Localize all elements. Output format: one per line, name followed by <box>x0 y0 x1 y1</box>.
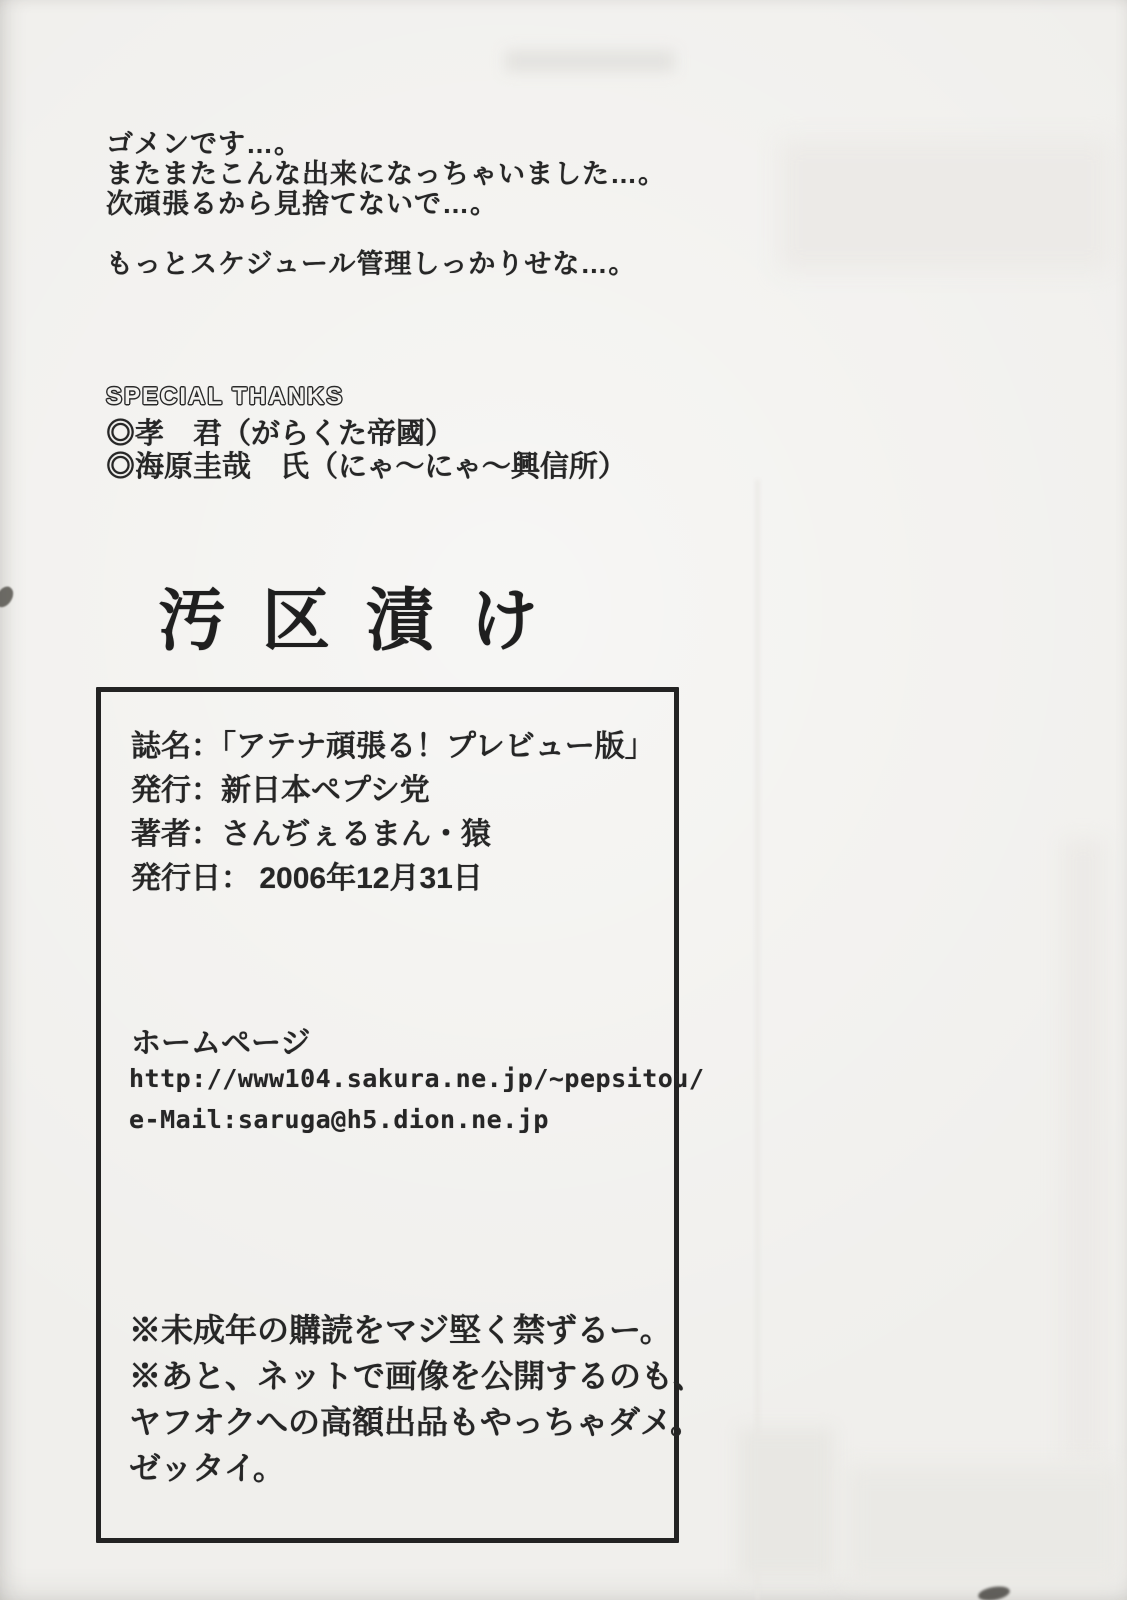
warning-line: ヤフオクへの高額出品もやっちゃダメ。 <box>129 1404 703 1440</box>
email-address: e-Mail:saruga@h5.dion.ne.jp <box>129 1105 549 1134</box>
warning-line: ※あと、ネットで画像を公開するのも、 <box>129 1358 706 1394</box>
scan-artifact <box>0 584 17 611</box>
afterword-line: もっとスケジュール管理しっかりせな…。 <box>106 249 637 279</box>
afterword-line: 次頑張るから見捨てないで…。 <box>106 189 498 219</box>
page-showthrough <box>846 1466 1122 1582</box>
special-thanks-entry: ◎海原圭哉 氏（にゃ～にゃ～興信所） <box>106 451 627 483</box>
scan-smudge <box>505 50 675 72</box>
special-thanks-heading: SPECIAL THANKS <box>106 383 345 410</box>
afterword-line: ゴメンです…。 <box>106 129 302 159</box>
publication-info <box>131 725 655 901</box>
warning-line: ※未成年の購読をマジ堅く禁ずるー。 <box>129 1312 672 1348</box>
colophon-box <box>96 687 706 1543</box>
warning-line: ゼッタイ。 <box>129 1450 285 1486</box>
page-showthrough <box>1062 840 1104 1460</box>
special-thanks-section <box>106 383 627 484</box>
afterword-note <box>106 129 666 279</box>
magazine-title-line: 誌名：「アテナ頑張る！プレビュー版」 <box>131 730 655 763</box>
scan-artifact <box>977 1584 1011 1600</box>
pub-date-line: 発行日： 2006年12月31日 <box>131 862 483 895</box>
publisher-line: 発行：新日本ペプシ党 <box>131 774 430 807</box>
warning-notes <box>129 1307 705 1491</box>
book-title: 汚区漬け <box>158 583 575 659</box>
afterword-line: またまたこんな出来になっちゃいました…。 <box>106 159 666 189</box>
author-line: 著者：さんぢぇるまん・猿 <box>131 818 491 851</box>
page-showthrough <box>738 1428 834 1578</box>
page-crease <box>756 480 759 1600</box>
homepage-url: http://www104.sakura.ne.jp/~pepsitou/ <box>129 1064 705 1093</box>
homepage-label: ホームページ <box>131 1027 311 1060</box>
special-thanks-entry: ◎孝 君（がらくた帝國） <box>106 418 455 450</box>
page-showthrough <box>780 140 1110 270</box>
